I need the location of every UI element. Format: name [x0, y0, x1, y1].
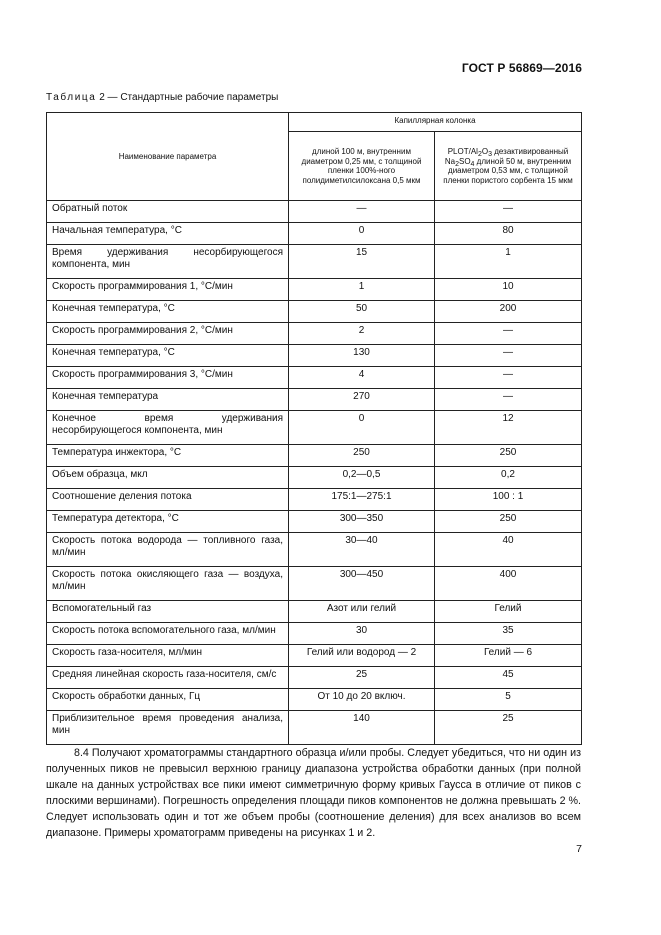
table-row — [47, 511, 582, 533]
param-name-cell: Скорость программирования 1, °С/мин — [47, 279, 289, 301]
param-name-cell: Скорость газа-носителя, мл/мин — [47, 645, 289, 667]
param-name-cell: Средняя линейная скорость газа-носителя, см/с — [47, 667, 289, 689]
column-1-value: 30 — [289, 623, 435, 645]
table-row — [47, 301, 582, 323]
header-column-2: PLOT/$Al_2O_3$ дезактивированный $Na_2SO_4$ длиной 50 м, внутренним диаметром 0,53 мм, с толщиной пленки пористого сорбента 15 мкм — [435, 132, 582, 201]
column-1-value: 300—450 — [289, 567, 435, 601]
column-2-value: 100 : 1 — [435, 489, 582, 511]
table-caption — [46, 92, 278, 103]
table-body — [47, 201, 582, 745]
paragraph-text: 8.4 Получают хроматограммы стандартного образца и/или пробы. Следует убедиться, что ни один из полученных пиков не превысил верхнюю границу диапазона устройства обработки данных (при полной шкале на данных устройствах все пики имеют симметричную форму кривых Гаусса в отличие от пиков с плоскими вершинами). Погрешность определения площади пиков компонентов не должна превышать 2 %. Следует использовать один и тот же объем пробы (соотношение деления) для всех анализов во всем диапазоне. Примеры хроматограмм приведены на рисунках 1 и 2. — [46, 747, 581, 839]
caption-number: 2 — [99, 92, 105, 103]
param-name-cell: Вспомогательный газ — [47, 601, 289, 623]
caption-label: Таблица — [46, 92, 97, 103]
param-name-cell: Скорость потока вспомогательного газа, мл/мин — [47, 623, 289, 645]
column-1-value: 130 — [289, 345, 435, 367]
table-row — [47, 489, 582, 511]
param-name-cell: Время удерживания несорбирующегося компонента, мин — [47, 245, 289, 279]
param-name-cell: Конечная температура, °С — [47, 301, 289, 323]
column-1-value: Гелий или водород — 2 — [289, 645, 435, 667]
parameters-table — [46, 112, 582, 745]
paragraph-8-4 — [46, 745, 581, 841]
table-row — [47, 345, 582, 367]
param-name-cell: Конечная температура, °С — [47, 345, 289, 367]
column-2-value: 250 — [435, 511, 582, 533]
param-name-cell: Скорость обработки данных, Гц — [47, 689, 289, 711]
table-row — [47, 411, 582, 445]
header-column-1: длиной 100 м, внутренним диаметром 0,25 мм, с толщиной пленки 100%-ного полидиметилсилоксана 0,5 мкм — [289, 132, 435, 201]
column-1-value: Азот или гелий — [289, 601, 435, 623]
table-row — [47, 689, 582, 711]
column-2-value: Гелий — [435, 601, 582, 623]
column-2-value: 400 — [435, 567, 582, 601]
column-2-value: 25 — [435, 711, 582, 745]
table-row — [47, 711, 582, 745]
column-2-value: 45 — [435, 667, 582, 689]
column-1-value: 250 — [289, 445, 435, 467]
header-parameter-name: Наименование параметра — [47, 113, 289, 201]
param-name-cell: Скорость программирования 2, °С/мин — [47, 323, 289, 345]
param-name-cell: Конечная температура — [47, 389, 289, 411]
table-row — [47, 389, 582, 411]
column-2-value: 35 — [435, 623, 582, 645]
column-1-value: От 10 до 20 включ. — [289, 689, 435, 711]
header-capillary-column: Капиллярная колонка — [289, 113, 582, 132]
param-name-cell: Соотношение деления потока — [47, 489, 289, 511]
table-row — [47, 601, 582, 623]
column-2-value: 12 — [435, 411, 582, 445]
caption-title: — Стандартные рабочие параметры — [107, 92, 279, 103]
param-name-cell: Скорость потока водорода — топливного газа, мл/мин — [47, 533, 289, 567]
param-name-cell: Объем образца, мкл — [47, 467, 289, 489]
column-1-value: 1 — [289, 279, 435, 301]
table-row — [47, 201, 582, 223]
column-1-value: 175:1—275:1 — [289, 489, 435, 511]
table-row — [47, 567, 582, 601]
column-2-value: — — [435, 345, 582, 367]
column-2-value: 200 — [435, 301, 582, 323]
column-2-value: 80 — [435, 223, 582, 245]
table-row — [47, 223, 582, 245]
param-name-cell: Скорость потока окисляющего газа — воздуха, мл/мин — [47, 567, 289, 601]
column-2-value: — — [435, 323, 582, 345]
table-row — [47, 245, 582, 279]
column-1-value: 140 — [289, 711, 435, 745]
column-1-value: 0 — [289, 223, 435, 245]
column-1-value: 30—40 — [289, 533, 435, 567]
param-name-cell: Температура инжектора, °С — [47, 445, 289, 467]
column-2-value: 0,2 — [435, 467, 582, 489]
param-name-cell: Начальная температура, °С — [47, 223, 289, 245]
table-row — [47, 445, 582, 467]
column-1-value: 270 — [289, 389, 435, 411]
table-row — [47, 533, 582, 567]
column-1-value: 0 — [289, 411, 435, 445]
column-2-value: 40 — [435, 533, 582, 567]
table-row — [47, 367, 582, 389]
column-1-value: 300—350 — [289, 511, 435, 533]
table-row — [47, 279, 582, 301]
param-name-cell: Конечное время удерживания несорбирующегося компонента, мин — [47, 411, 289, 445]
table-row — [47, 467, 582, 489]
column-2-value: 10 — [435, 279, 582, 301]
table-row — [47, 323, 582, 345]
table-row — [47, 667, 582, 689]
param-name-cell: Температура детектора, °С — [47, 511, 289, 533]
column-2-value: — — [435, 367, 582, 389]
column-1-value: 15 — [289, 245, 435, 279]
page-number: 7 — [576, 843, 582, 855]
param-name-cell: Обратный поток — [47, 201, 289, 223]
table-row — [47, 623, 582, 645]
param-name-cell: Приблизительное время проведения анализа, мин — [47, 711, 289, 745]
column-1-value: 50 — [289, 301, 435, 323]
column-1-value: — — [289, 201, 435, 223]
column-1-value: 2 — [289, 323, 435, 345]
standard-code: ГОСТ Р 56869—2016 — [461, 61, 582, 75]
column-2-value: 250 — [435, 445, 582, 467]
column-2-value: 5 — [435, 689, 582, 711]
param-name-cell: Скорость программирования 3, °С/мин — [47, 367, 289, 389]
column-1-value: 25 — [289, 667, 435, 689]
column-2-value: 1 — [435, 245, 582, 279]
table-row — [47, 645, 582, 667]
column-2-value: Гелий — 6 — [435, 645, 582, 667]
column-2-value: — — [435, 389, 582, 411]
column-2-value: — — [435, 201, 582, 223]
column-1-value: 4 — [289, 367, 435, 389]
column-1-value: 0,2—0,5 — [289, 467, 435, 489]
